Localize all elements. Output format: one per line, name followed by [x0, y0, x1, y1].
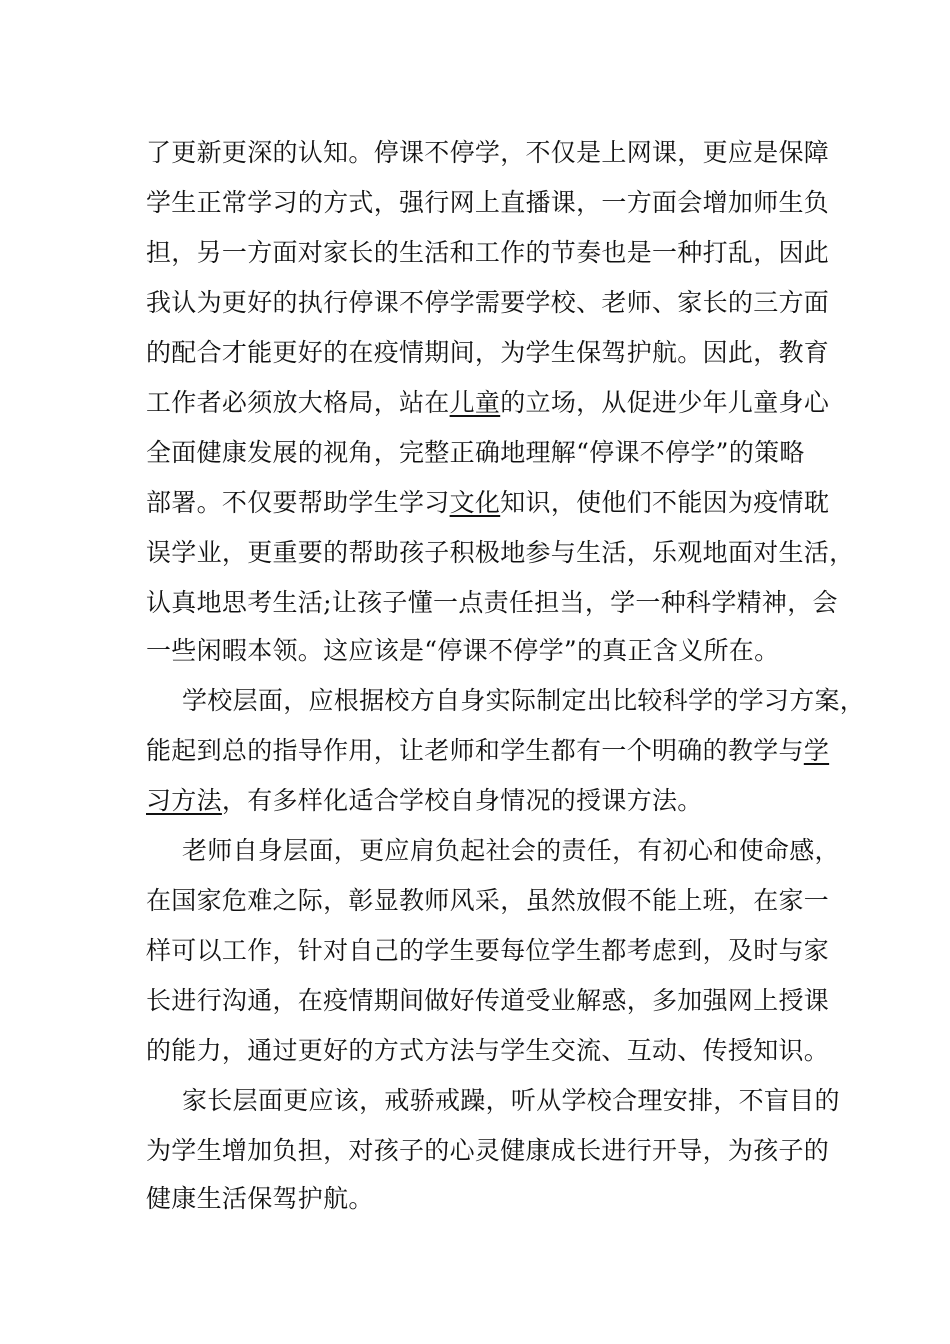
text-span: 的配合才能更好的在疫情期间，为学生保驾护航。因此，教育 — [146, 338, 830, 367]
text-span: 误学业，更重要的帮助孩子积极地参与生活，乐观地面对生活， — [146, 538, 855, 567]
text-span: 健康生活保驾护航。 — [146, 1184, 374, 1213]
text-line — [146, 238, 829, 268]
hyperlink-children[interactable]: 儿童 — [449, 388, 501, 417]
text-line — [146, 288, 829, 318]
text-line — [146, 886, 829, 916]
text-line — [146, 1184, 374, 1214]
text-span: 学校层面，应根据校方自身实际制定出比较科学的学习方案， — [182, 686, 866, 715]
text-line — [146, 538, 854, 568]
text-line — [146, 188, 829, 218]
hyperlink-learning-method[interactable]: 习方法 — [146, 786, 222, 815]
text-span: 了更新更深的认知。停课不停学，不仅是上网课，更应是保障 — [146, 138, 830, 167]
text-span: 一些闲暇本领。这应该是“停课不停学”的真正含义所在。 — [146, 636, 780, 665]
text-span: 担，另一方面对家长的生活和工作的节奏也是一种打乱，因此 — [146, 238, 830, 267]
text-span: 家长层面更应该，戒骄戒躁，听从学校合理安排，不盲目的 — [182, 1086, 840, 1115]
hyperlink-learning-method[interactable]: 学 — [803, 736, 830, 765]
text-line — [146, 488, 829, 518]
text-line — [146, 1136, 829, 1166]
text-line — [146, 786, 703, 816]
paragraph-school-start — [182, 686, 865, 716]
text-span: 工作者必须放大格局，站在 — [146, 388, 450, 417]
text-span: 长进行沟通，在疫情期间做好传道受业解惑，多加强网上授课 — [146, 986, 830, 1015]
text-span: 能起到总的指导作用，让老师和学生都有一个明确的教学与 — [146, 736, 804, 765]
text-span: 的立场，从促进少年儿童身心 — [500, 388, 830, 417]
text-span: 在国家危难之际，彰显教师风采，虽然放假不能上班，在家一 — [146, 886, 830, 915]
text-span: 老师自身层面，更应肩负起社会的责任，有初心和使命感， — [182, 836, 840, 865]
text-line — [146, 388, 829, 418]
text-line — [146, 736, 829, 766]
paragraph-parent-start — [182, 1086, 840, 1116]
text-line — [146, 636, 779, 666]
text-line — [146, 986, 829, 1016]
paragraph-teacher-start — [182, 836, 840, 866]
text-span: 认真地思考生活;让孩子懂一点责任担当，学一种科学精神，会 — [146, 588, 838, 617]
text-line — [146, 936, 829, 966]
text-line — [146, 338, 829, 368]
text-line — [146, 138, 829, 168]
text-span: 知识，使他们不能因为疫情耽 — [500, 488, 830, 517]
text-line — [146, 1036, 829, 1066]
text-span: 样可以工作，针对自己的学生要每位学生都考虑到，及时与家 — [146, 936, 830, 965]
hyperlink-culture[interactable]: 文化 — [449, 488, 501, 517]
text-span: 的能力，通过更好的方式方法与学生交流、互动、传授知识。 — [146, 1036, 830, 1065]
text-span: 为学生增加负担，对孩子的心灵健康成长进行开导，为孩子的 — [146, 1136, 830, 1165]
text-span: 全面健康发展的视角，完整正确地理解“停课不停学”的策略 — [146, 438, 805, 467]
text-line — [146, 588, 838, 618]
text-line — [146, 438, 805, 468]
text-span: ，有多样化适合学校自身情况的授课方法。 — [221, 786, 703, 815]
text-span: 学生正常学习的方式，强行网上直播课，一方面会增加师生负 — [146, 188, 830, 217]
text-span: 部署。不仅要帮助学生学习 — [146, 488, 450, 517]
text-span: 我认为更好的执行停课不停学需要学校、老师、家长的三方面 — [146, 288, 830, 317]
